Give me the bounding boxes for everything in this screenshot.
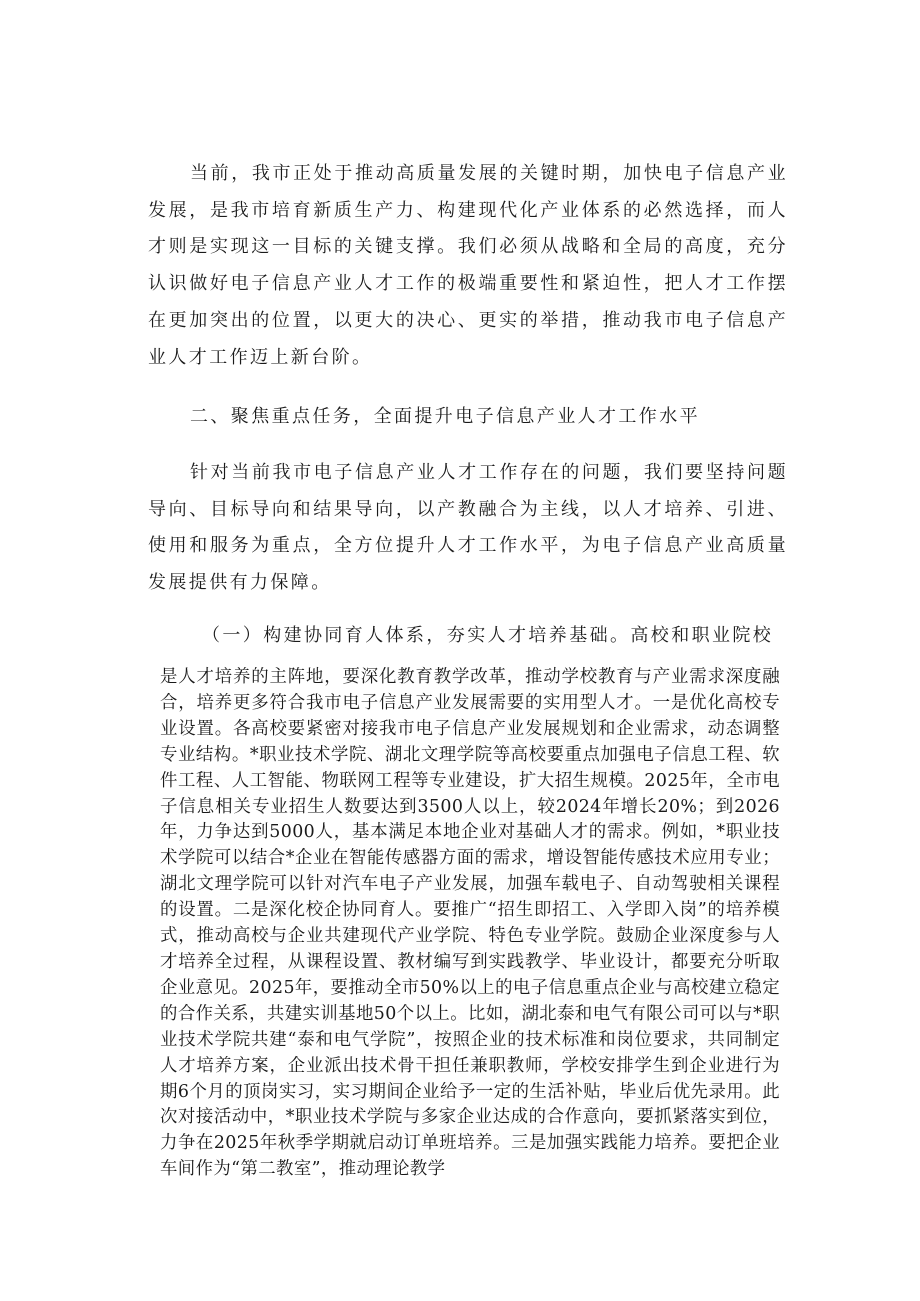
body-paragraph-intro: 当前，我市正处于推动高质量发展的关键时期，加快电子信息产业发展，是我市培育新质生产力、构建现代化产业体系的必然选择，而人才则是实现这一目标的关键支撑。我们必须从战略和全局的高度，充分认识做好电子信息产业人才工作的极端重要性和紧迫性，把人才工作摆在更加突出的位置，以更大的决心、更实的举措，推动我市电子信息产业人才工作迈上新台阶。	[148, 163, 788, 368]
section-heading-2: 二、聚焦重点任务，全面提升电子信息产业人才工作水平	[190, 406, 700, 427]
subsection-heading-1: （一）构建协同育人体系，夯实人才培养基础。高校和职业院校	[202, 625, 774, 646]
body-paragraph-talent-training: 是人才培养的主阵地，要深化教育教学改革，推动学校教育与产业需求深度融合，培养更多符合我市电子信息产业发展需要的实用型人才。一是优化高校专业设置。各高校要紧密对接我市电子信息产业发展规划和企业需求，动态调整专业结构。*职业技术学院、湖北文理学院等高校要重点加强电子信息工程、软件工程、人工智能、物联网工程等专业建设，扩大招生规模。2025年，全市电子信息相关专业招生人数要达到3500人以上，较2024年增长20%；到2026年，力争达到5000人，基本满足本地企业对基础人才的需求。例如，*职业技术学院可以结合*企业在智能传感器方面的需求，增设智能传感技术应用专业；湖北文理学院可以针对汽车电子产业发展，加强车载电子、自动驾驶相关课程的设置。二是深化校企协同育人。要推广“招生即招工、入学即入岗”的培养模式，推动高校与企业共建现代产业学院、特色专业学院。鼓励企业深度参与人才培养全过程，从课程设置、教材编写到实践教学、毕业设计，都要充分听取企业意见。2025年，要推动全市50%以上的电子信息重点企业与高校建立稳定的合作关系，共建实训基地50个以上。比如，湖北泰和电气有限公司可以与*职业技术学院共建“泰和电气学院”，按照企业的技术标准和岗位要求，共同制定人才培养方案，企业派出技术骨干担任兼职教师，学校安排学生到企业进行为期6个月的顶岗实习，实习期间企业给予一定的生活补贴，毕业后优先录用。此次对接活动中，*职业技术学院与多家企业达成的合作意向，要抓紧落实到位，力争在2025年秋季学期就启动订单班培养。三是加强实践能力培养。要把企业车间作为“第二教室”，推动理论教学	[160, 667, 780, 1180]
body-paragraph-tasks: 针对当前我市电子信息产业人才工作存在的问题，我们要坚持问题导向、目标导向和结果导向，以产教融合为主线，以人才培养、引进、使用和服务为重点，全方位提升人才工作水平，为电子信息产业高质量发展提供有力保障。	[148, 462, 788, 594]
